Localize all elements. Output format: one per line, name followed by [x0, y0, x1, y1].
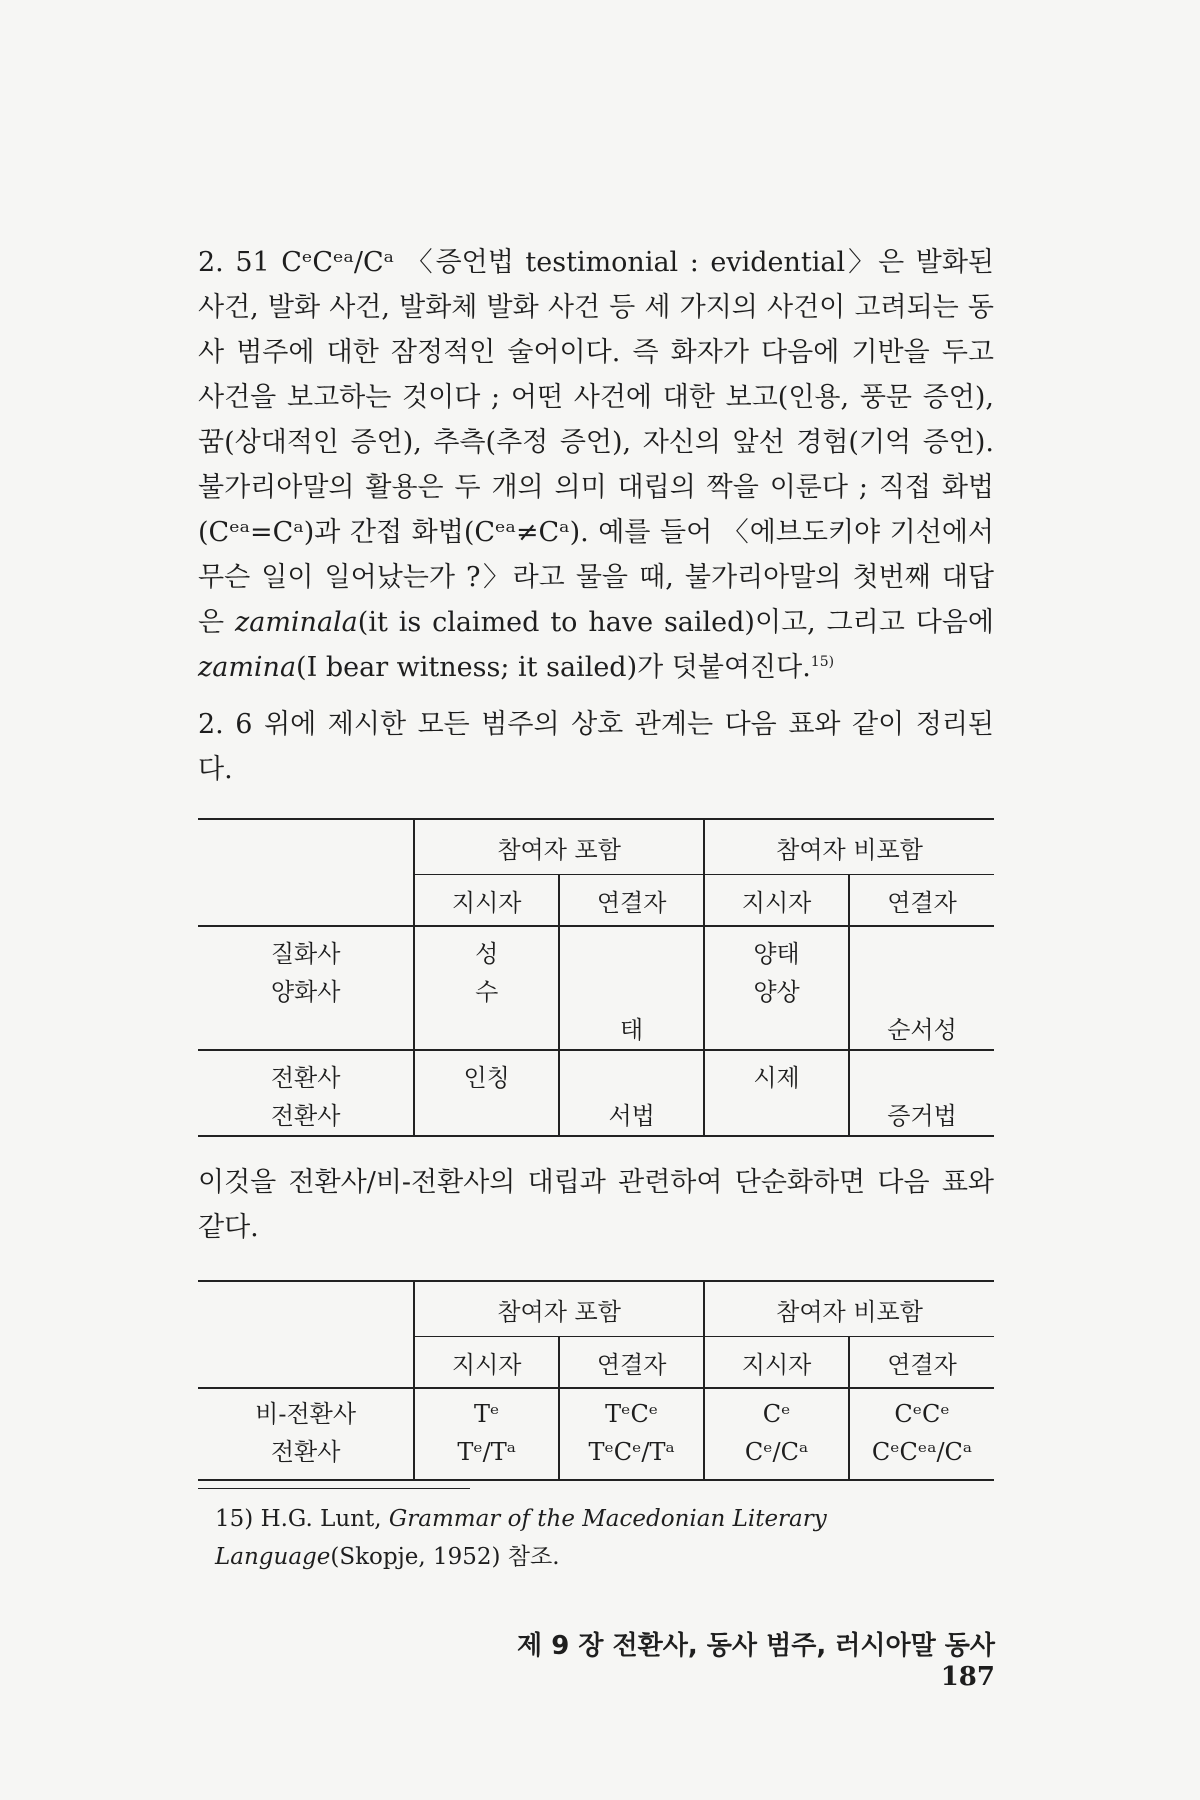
table-cell	[704, 1388, 849, 1480]
header-group: 참여자 포함	[414, 819, 704, 875]
footnote-ref[interactable]: 15)	[810, 654, 835, 670]
example-word: zaminala	[235, 607, 358, 638]
footnote-author: H.G. Lunt,	[260, 1506, 382, 1532]
footnote-number: 15)	[215, 1506, 254, 1532]
footnote-15	[215, 1500, 995, 1576]
row-label: 양화사	[270, 978, 341, 1006]
table-cell	[414, 926, 559, 1050]
subheader: 지시자	[414, 875, 559, 927]
subheader: 연결자	[849, 875, 994, 927]
row-label: 질화사	[270, 940, 341, 968]
header-group: 참여자 포함	[414, 1281, 704, 1337]
example-word: zamina	[198, 652, 297, 683]
running-title: 제 9 장 전환사, 동사 범주, 러시아말 동사	[517, 1631, 995, 1661]
cell-value: 성	[475, 940, 499, 968]
table-cell	[414, 1388, 559, 1480]
cell-value: Tᵉ	[474, 1400, 500, 1428]
footnote-rest: (Skopje, 1952) 참조.	[330, 1544, 560, 1570]
table-cell	[559, 1388, 704, 1480]
table-cell	[559, 1050, 704, 1136]
cell-value: Tᵉ/Tᵃ	[457, 1438, 517, 1466]
section-2-6-paragraph	[198, 702, 994, 792]
corner-cell	[198, 1281, 414, 1337]
body-text: 위에 제시한 모든 범주의 상호 관계는 다음 표와 같이 정리된다.	[198, 709, 994, 785]
row-labels	[198, 926, 414, 1050]
table-cell	[559, 926, 704, 1050]
row-label: 전환사	[270, 1064, 341, 1092]
formula: CᵉCᵉᵃ/Cᵃ	[281, 247, 395, 278]
cell-value: 서법	[608, 1102, 655, 1130]
cell-value: 태	[620, 1016, 644, 1044]
cell-value: 수	[475, 978, 499, 1006]
section-number: 2. 51	[198, 247, 270, 278]
footnote-title: Grammar of the Macedonian Literary Language	[215, 1506, 827, 1570]
cell-value: 양태	[753, 940, 800, 968]
subheader: 연결자	[559, 1337, 704, 1389]
footnote-rule	[198, 1488, 470, 1489]
row-labels	[198, 1388, 414, 1480]
category-table-2	[198, 1280, 994, 1481]
cell-value: CᵉCᵉᵃ/Cᵃ	[871, 1438, 973, 1466]
header-group: 참여자 비포함	[704, 819, 994, 875]
corner-cell	[198, 1337, 414, 1389]
cell-value: TᵉCᵉ/Tᵃ	[588, 1438, 675, 1466]
running-footer	[450, 1625, 995, 1692]
table-cell	[704, 1050, 849, 1136]
subheader: 지시자	[704, 1337, 849, 1389]
body-text: 이것을 전환사/비-전환사의 대립과 관련하여 단순화하면 다음 표와 같다.	[198, 1167, 994, 1243]
subheader: 지시자	[704, 875, 849, 927]
section-2-51-paragraph	[198, 240, 994, 690]
header-group: 참여자 비포함	[704, 1281, 994, 1337]
corner-cell	[198, 819, 414, 875]
row-label: 비-전환사	[255, 1400, 357, 1428]
table-cell	[849, 1050, 994, 1136]
cell-value: Cᵉ/Cᵃ	[744, 1438, 809, 1466]
gloss-text: (I bear witness; it sailed)가 덧붙여진다.	[296, 652, 811, 683]
gloss-text: (it is claimed to have sailed)이고, 그리고 다음에	[357, 607, 994, 638]
table-cell	[849, 926, 994, 1050]
subheader: 연결자	[559, 875, 704, 927]
cell-value: TᵉCᵉ	[605, 1400, 659, 1428]
corner-cell	[198, 875, 414, 927]
row-label: 전환사	[270, 1438, 341, 1466]
page-number: 187	[940, 1662, 995, 1692]
cell-value: 순서성	[887, 1016, 957, 1044]
subheader: 연결자	[849, 1337, 994, 1389]
section-number: 2. 6	[198, 709, 253, 740]
cell-value: 증거법	[887, 1102, 957, 1130]
cell-value: 양상	[753, 978, 800, 1006]
simplify-paragraph	[198, 1160, 994, 1250]
cell-value: CᵉCᵉ	[894, 1400, 950, 1428]
cell-value: 시제	[753, 1064, 800, 1092]
table-cell	[414, 1050, 559, 1136]
body-text: 〈증언법 testimonial : evidential〉은 발화된 사건, 발화 사건, 발화체 발화 사건 등 세 가지의 사건이 고려되는 동사 범주에 대한 잠정적인 술어이다. 즉 화자가 다음에 기반을 두고 사건을 보고하는 것이다 ; 어떤 사건에 대한 보고(인용, 풍문 증언), 꿈(상대적인 증언), 추측(추정 증언), 자신의 앞선 경험(기억 증언). 불가리아말의 활용은 두 개의 의미 대립의 짝을 이룬다 ; 직접 화법(Cᵉᵃ=Cᵃ)과 간접 화법(Cᵉᵃ≠Cᵃ). 예를 들어 〈에브도키야 기선에서 무슨 일이 일어났는가 ?〉라고 물을 때, 불가리아말의 첫번째 대답은	[198, 247, 994, 638]
table-cell	[849, 1388, 994, 1480]
category-table-1	[198, 818, 994, 1137]
cell-value: Cᵉ	[762, 1400, 791, 1428]
row-labels	[198, 1050, 414, 1136]
table-cell	[704, 926, 849, 1050]
row-label: 전환사	[270, 1102, 341, 1130]
subheader: 지시자	[414, 1337, 559, 1389]
cell-value: 인칭	[463, 1064, 510, 1092]
